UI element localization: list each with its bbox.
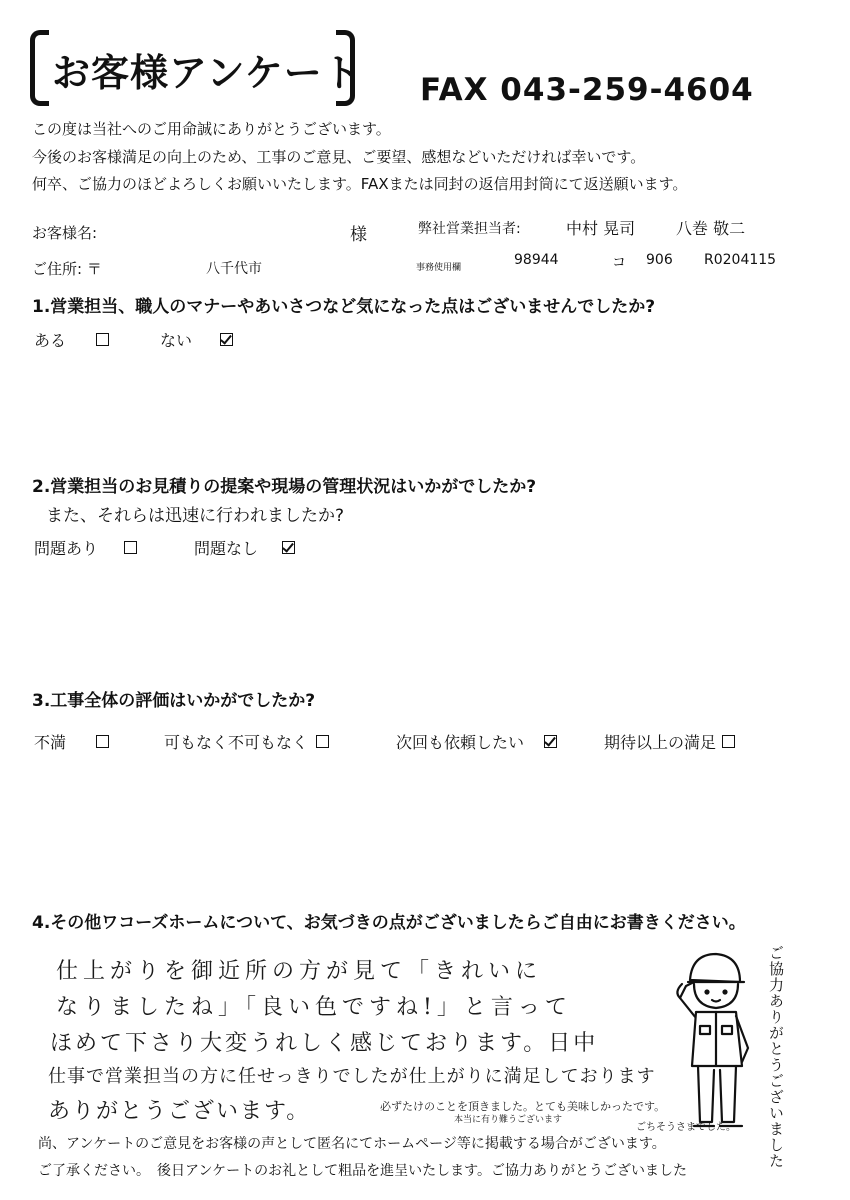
customer-sama: 様 <box>350 225 367 245</box>
q3-option-2-checkbox[interactable] <box>316 735 329 748</box>
question-4: 4.その他ワコーズホームについて、お気づきの点がございましたらご自由にお書きください。 <box>32 913 746 933</box>
address-label: ご住所: 〒 <box>32 260 102 278</box>
intro-line-2: 今後のお客様満足の向上のため、工事のご意見、ご要望、感想などいただければ幸いです。 <box>32 148 646 166</box>
illustration-caption: ご協力ありがとうございました <box>767 945 785 1169</box>
staff-label: 弊社営業担当者: <box>418 221 521 237</box>
q1-option-aru-label: ある <box>34 331 67 350</box>
q1-option-nai[interactable] <box>160 328 233 351</box>
handwritten-note-2: 本当に有り難うございます <box>454 1115 563 1125</box>
handwritten-note-3: ごちそうさまでした。 <box>636 1122 736 1133</box>
address-city: 八千代市 <box>206 261 262 277</box>
office-code-4: R0204115 <box>704 252 777 268</box>
office-code-3: 906 <box>646 252 673 268</box>
q1-option-aru[interactable] <box>34 328 109 351</box>
question-1: 1.営業担当、職人のマナーやあいさつなど気になった点はございませんでしたか? <box>32 297 656 317</box>
q3-option-1[interactable] <box>34 730 109 753</box>
handwritten-line-4: 仕事で営業担当の方に任せっきりでしたが仕上がりに満足しております <box>48 1066 656 1087</box>
q2-option-problem-label: 問題あり <box>34 539 99 558</box>
q3-option-4[interactable] <box>604 730 735 753</box>
q3-option-4-checkbox[interactable] <box>722 735 735 748</box>
intro-line-3: 何卒、ご協力のほどよろしくお願いいたします。FAXまたは同封の返信用封筒にて返送願います。 <box>32 175 688 193</box>
fax-number: FAX 043-259-4604 <box>420 72 754 108</box>
q3-option-3-checkbox[interactable] <box>544 735 557 748</box>
title-bracket-right <box>336 30 355 106</box>
q3-option-4-label: 期待以上の満足 <box>604 733 717 752</box>
handwritten-line-3: ほめて下さり大変うれしく感じております。日中 <box>50 1031 599 1056</box>
q3-option-3[interactable] <box>396 730 557 753</box>
question-2-sub: また、それらは迅速に行われましたか? <box>46 506 345 526</box>
office-use-label: 事務使用欄 <box>416 263 462 273</box>
q2-option-noproblem[interactable] <box>194 536 295 559</box>
question-2: 2.営業担当のお見積りの提案や現場の管理状況はいかがでしたか? <box>32 477 537 497</box>
page-title: お客様アンケート <box>52 51 362 95</box>
q1-aru-checkbox[interactable] <box>96 333 109 346</box>
q3-option-1-label: 不満 <box>34 733 67 752</box>
office-code-1: 98944 <box>514 252 559 268</box>
q2-noproblem-checkbox[interactable] <box>282 541 295 554</box>
office-code-2: コ <box>612 255 626 271</box>
q2-problem-checkbox[interactable] <box>124 541 137 554</box>
intro-line-1: この度は当社へのご用命誠にありがとうございます。 <box>32 120 391 138</box>
q1-nai-checkbox[interactable] <box>220 333 233 346</box>
q2-option-noproblem-label: 問題なし <box>194 539 259 558</box>
handwritten-note-1: 必ずたけのことを頂きました。とても美味しかったです。 <box>380 1100 666 1113</box>
title-bracket-left <box>30 30 49 106</box>
q3-option-2[interactable] <box>164 730 329 753</box>
q2-option-problem[interactable] <box>34 536 137 559</box>
q3-option-1-checkbox[interactable] <box>96 735 109 748</box>
question-3: 3.工事全体の評価はいかがでしたか? <box>32 691 316 711</box>
staff-name-2: 八巻 敬二 <box>676 219 746 238</box>
q3-option-2-label: 可もなく不可もなく <box>164 733 309 752</box>
footer-line-1: 尚、アンケートのご意見をお客様の声として匿名にてホームページ等に掲載する場合がございます。 <box>38 1136 666 1152</box>
customer-name-label: お客様名: <box>32 224 98 242</box>
handwritten-line-2: なりましたね」「良い色ですね!」と言って <box>56 995 572 1020</box>
handwritten-line-1: 仕上がりを御近所の方が見て「きれいに <box>56 959 543 984</box>
handwritten-line-5: ありがとうございます。 <box>48 1099 311 1124</box>
footer-line-2: ご了承ください。 後日アンケートのお礼として粗品を進呈いたします。ご協力ありがとうございました <box>38 1163 688 1179</box>
q1-option-nai-label: ない <box>160 331 193 350</box>
q3-option-3-label: 次回も依頼したい <box>396 733 525 752</box>
worker-saluting-icon <box>660 940 760 1140</box>
staff-name-1: 中村 晃司 <box>566 219 636 238</box>
